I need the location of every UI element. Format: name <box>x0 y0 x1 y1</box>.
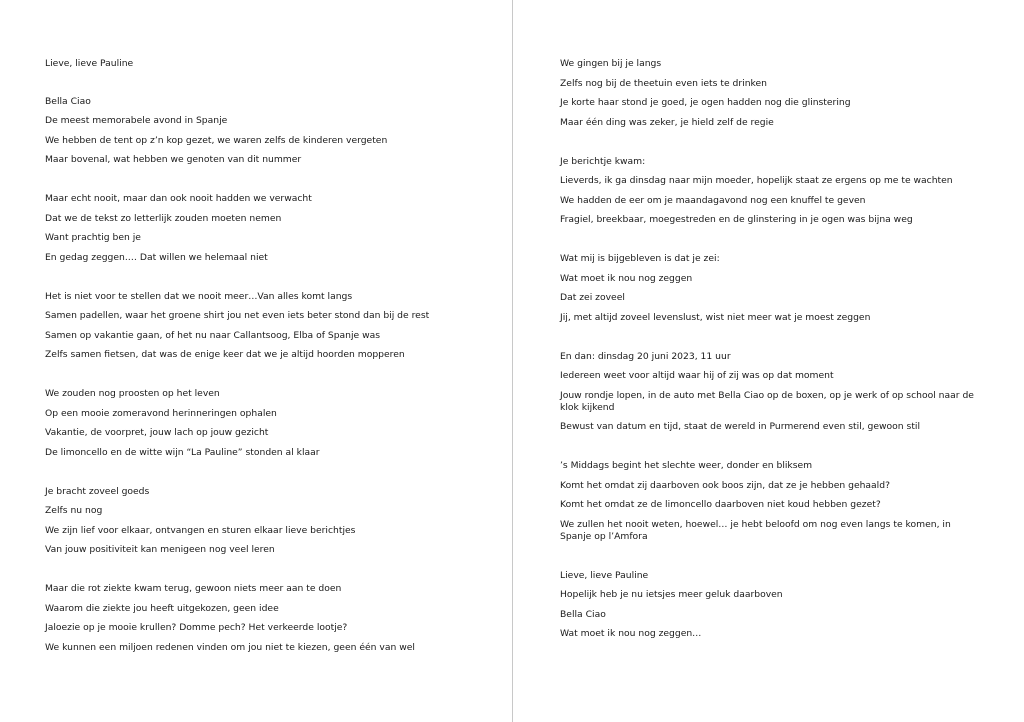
stanza <box>560 460 1024 543</box>
stanza <box>560 156 1024 227</box>
poem-line: Van jouw positiviteit kan menigeen nog veel leren <box>45 544 275 555</box>
stanza <box>45 388 511 459</box>
poem-line: Zelfs nu nog <box>45 505 103 516</box>
stanza-closing <box>560 570 1024 641</box>
poem-line: Lieve, lieve Pauline <box>560 569 649 581</box>
stanza <box>560 58 1024 129</box>
poem-line: En dan: dinsdag 20 juni 2023, 11 uur <box>560 350 731 362</box>
poem-line: Maar die rot ziekte kwam terug, gewoon niets meer aan te doen <box>45 583 342 594</box>
poem-line: Je bracht zoveel goeds <box>45 485 150 497</box>
poem-line: Wat mij is bijgebleven is dat je zei: <box>560 253 720 264</box>
poem-line: Lieverds, ik ga dinsdag naar mijn moeder, hopelijk staat ze ergens op me te wachten <box>560 175 953 186</box>
poem-line: Bella Ciao <box>45 95 91 107</box>
poem-line: Jouw rondje lopen, in de auto met Bella Ciao op de boxen, op je werk of op school naar de klok kijkend <box>560 389 974 413</box>
poem-line: Maar bovenal, wat hebben we genoten van dit nummer <box>45 154 302 165</box>
poem-line: Komt het omdat zij daarboven ook boos zijn, dat ze je hebben gehaald? <box>560 479 890 491</box>
poem-line: De meest memorabele avond in Spanje <box>45 115 228 126</box>
poem-line: Op een mooie zomeravond herinneringen ophalen <box>45 407 277 419</box>
poem-line: ’s Middags begint het slechte weer, donder en bliksem <box>560 460 813 471</box>
poem-line: Zelfs samen fietsen, dat was de enige keer dat we je altijd hoorden mopperen <box>45 349 405 360</box>
poem-line: We zullen het nooit weten, hoewel… je hebt beloofd om nog even langs te komen, in Spanje op l’Amfora <box>560 518 951 542</box>
poem-line: Zelfs nog bij de theetuin even iets te drinken <box>560 77 767 89</box>
poem-line: We gingen bij je langs <box>560 58 662 69</box>
poem-line: Je berichtje kwam: <box>560 155 646 167</box>
poem-line: We kunnen een miljoen redenen vinden om jou niet te kiezen, geen één van wel <box>45 641 415 653</box>
poem-line: We hadden de eer om je maandagavond nog een knuffel te geven <box>560 194 866 206</box>
poem-line: Bella Ciao <box>560 608 606 620</box>
poem-line: Jaloezie op je mooie krullen? Domme pech? Het verkeerde lootje? <box>45 622 348 633</box>
poem-line: Dat we de tekst zo letterlijk zouden moeten nemen <box>45 212 282 224</box>
poem-line: Hopelijk heb je nu ietsjes meer geluk daarboven <box>560 589 783 600</box>
right-page <box>513 0 1024 722</box>
poem-line: Wat moet ik nou nog zeggen <box>560 272 693 284</box>
poem-line: Lieve, lieve Pauline <box>45 58 134 69</box>
stanza-greeting <box>45 58 511 70</box>
stanza <box>45 96 511 167</box>
poem-line: Komt het omdat ze de limoncello daarboven niet koud hebben gezet? <box>560 499 881 510</box>
poem-line: Samen op vakantie gaan, of het nu naar Callantsoog, Elba of Spanje was <box>45 329 381 341</box>
stanza <box>560 253 1024 324</box>
poem-line: Je korte haar stond je goed, je ogen hadden nog die glinstering <box>560 97 851 108</box>
poem-line: We hebben de tent op z’n kop gezet, we waren zelfs de kinderen vergeten <box>45 134 388 146</box>
poem-line: Dat zei zoveel <box>560 292 625 303</box>
poem-line: Jij, met altijd zoveel levenslust, wist niet meer wat je moest zeggen <box>560 311 871 323</box>
stanza <box>45 486 511 557</box>
stanza <box>45 193 511 264</box>
poem-line: Wat moet ik nou nog zeggen… <box>560 628 702 639</box>
poem-line: Maar echt nooit, maar dan ook nooit hadden we verwacht <box>45 193 312 204</box>
stanza <box>45 291 511 362</box>
poem-line: We zijn lief voor elkaar, ontvangen en sturen elkaar lieve berichtjes <box>45 524 356 536</box>
poem-line: Fragiel, breekbaar, moegestreden en de glinstering in je ogen was bijna weg <box>560 214 913 225</box>
poem-line: Iedereen weet voor altijd waar hij of zij was op dat moment <box>560 370 834 381</box>
poem-line: Bewust van datum en tijd, staat de wereld in Purmerend even stil, gewoon stil <box>560 421 921 432</box>
stanza <box>45 583 511 654</box>
poem-line: Maar één ding was zeker, je hield zelf de regie <box>560 116 774 128</box>
poem-line: Vakantie, de voorpret, jouw lach op jouw gezicht <box>45 427 269 438</box>
left-page <box>0 0 511 722</box>
stanza <box>560 351 1024 434</box>
poem-line: Want prachtig ben je <box>45 232 141 243</box>
poem-line: De limoncello en de witte wijn “La Pauline” stonden al klaar <box>45 446 320 458</box>
poem-line: We zouden nog proosten op het leven <box>45 388 220 399</box>
poem-line: Samen padellen, waar het groene shirt jou net even iets beter stond dan bij de rest <box>45 310 430 321</box>
poem-line: Waarom die ziekte jou heeft uitgekozen, geen idee <box>45 602 279 614</box>
poem-line: Het is niet voor te stellen dat we nooit meer…Van alles komt langs <box>45 290 353 302</box>
poem-line: En gedag zeggen.… Dat willen we helemaal niet <box>45 251 268 263</box>
